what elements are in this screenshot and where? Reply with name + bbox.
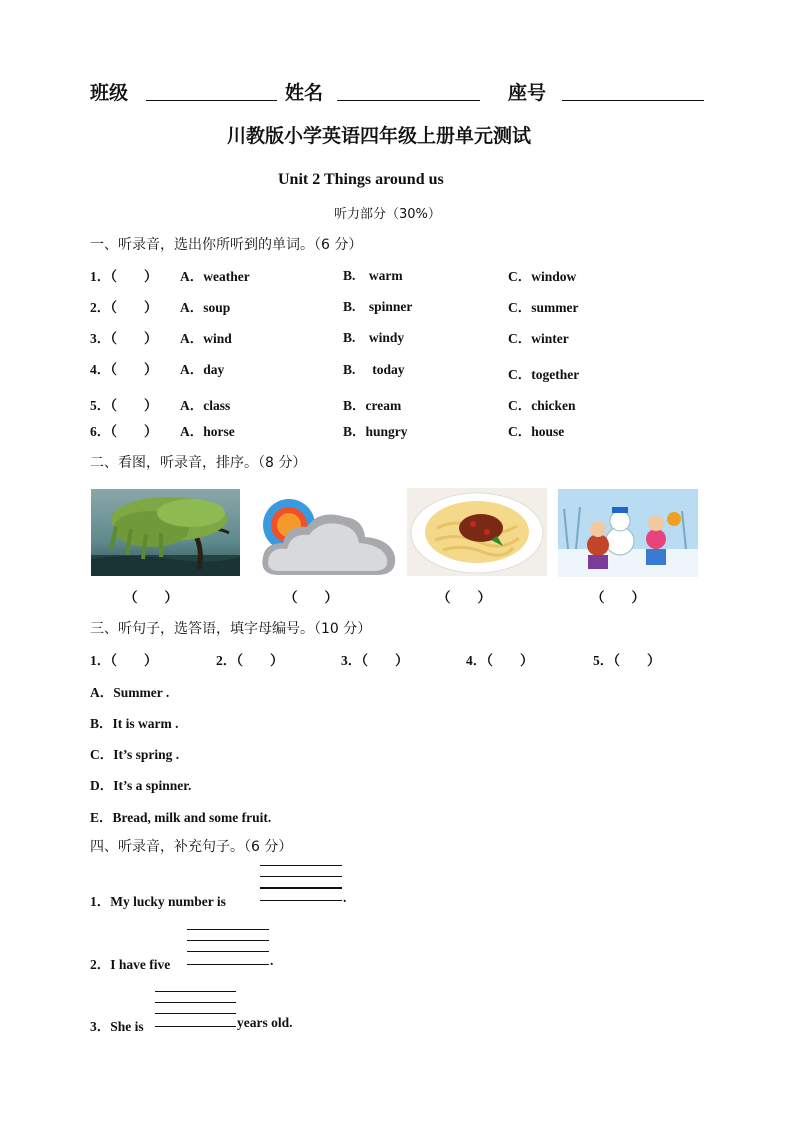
answer-blank[interactable]: 2．（ ） [216, 653, 284, 668]
sentence-2-text: 2．I have five [90, 957, 171, 972]
item-number: 1．（ ） [90, 269, 158, 284]
option-a[interactable]: A．horse [180, 424, 235, 439]
writing-line [260, 876, 342, 877]
sentence-3-end: years old. [237, 1015, 293, 1030]
sentence-2-answer-line[interactable] [187, 964, 269, 965]
option-a[interactable]: A．day [180, 362, 225, 377]
answer-blank[interactable]: 3．（ ） [341, 653, 409, 668]
item-number: 4．（ ） [90, 362, 158, 377]
sun-cloud-picture [249, 487, 399, 577]
sentence-3-text: 3．She is [90, 1019, 144, 1034]
item-number: 3．（ ） [90, 331, 158, 346]
section4-heading: 四、听录音，补充句子。（6 分） [90, 839, 293, 855]
item-number: 5．（ ） [90, 398, 158, 413]
answer-option: C．It’s spring . [90, 747, 180, 762]
listening-label: 听力部分（30%） [334, 207, 441, 222]
picture-order-blank[interactable]: （ ） [591, 590, 645, 605]
writing-line [187, 940, 269, 941]
unit-title: Unit 2 Things around us [278, 171, 444, 188]
class-label: 班级 [90, 82, 129, 104]
writing-line [187, 929, 269, 930]
name-field[interactable] [337, 100, 480, 101]
option-c[interactable]: C．winter [508, 331, 569, 346]
section3-heading: 三、听句子，选答语，填字母编号。（10 分） [90, 621, 372, 637]
option-c[interactable]: C．window [508, 269, 577, 284]
answer-option: E．Bread, milk and some fruit. [90, 810, 272, 825]
sentence-3-answer-line[interactable] [155, 1026, 236, 1027]
writing-line [260, 865, 342, 866]
option-b[interactable]: B. spinner [343, 299, 413, 314]
winter-snowman-picture [558, 489, 698, 577]
answer-option: B．It is warm . [90, 716, 179, 731]
option-a[interactable]: A．class [180, 398, 231, 413]
seat-field[interactable] [562, 100, 704, 101]
option-b[interactable]: B. warm [343, 268, 403, 283]
tree-picture [91, 489, 240, 576]
sentence-1-text: 1．My lucky number is [90, 894, 226, 909]
answer-option: A．Summer . [90, 685, 170, 700]
option-b[interactable]: B．cream [343, 398, 402, 413]
option-c[interactable]: C．house [508, 424, 565, 439]
option-a[interactable]: A．soup [180, 300, 231, 315]
item-number: 6．（ ） [90, 424, 158, 439]
sentence-2-end: . [270, 953, 274, 968]
section2-heading: 二、看图，听录音，排序。（8 分） [90, 455, 307, 471]
answer-option: D．It’s a spinner. [90, 778, 192, 793]
option-c[interactable]: C．chicken [508, 398, 576, 413]
sentence-1-end: . [343, 890, 347, 905]
answer-blank[interactable]: 5．（ ） [593, 653, 661, 668]
option-b[interactable]: B．hungry [343, 424, 408, 439]
noodles-picture [407, 488, 547, 576]
option-c[interactable]: C．together [508, 367, 580, 382]
writing-line [155, 991, 236, 992]
page-title: 川教版小学英语四年级上册单元测试 [227, 125, 532, 147]
writing-line [187, 951, 269, 952]
picture-order-blank[interactable]: （ ） [284, 590, 338, 605]
seat-label: 座号 [508, 82, 547, 104]
class-field[interactable] [146, 100, 277, 101]
picture-order-blank[interactable]: （ ） [124, 590, 178, 605]
item-number: 2．（ ） [90, 300, 158, 315]
option-b[interactable]: B. today [343, 362, 405, 377]
sentence-1-answer-line[interactable] [260, 900, 342, 901]
option-c[interactable]: C．summer [508, 300, 579, 315]
answer-blank[interactable]: 1．（ ） [90, 653, 158, 668]
option-a[interactable]: A．weather [180, 269, 250, 284]
option-b[interactable]: B. windy [343, 330, 405, 345]
writing-line [260, 887, 342, 889]
option-a[interactable]: A．wind [180, 331, 232, 346]
name-label: 姓名 [285, 82, 324, 104]
writing-line [155, 1013, 236, 1014]
section1-heading: 一、听录音，选出你所听到的单词。（6 分） [90, 237, 363, 253]
writing-line [155, 1002, 236, 1003]
picture-order-blank[interactable]: （ ） [437, 590, 491, 605]
answer-blank[interactable]: 4．（ ） [466, 653, 534, 668]
